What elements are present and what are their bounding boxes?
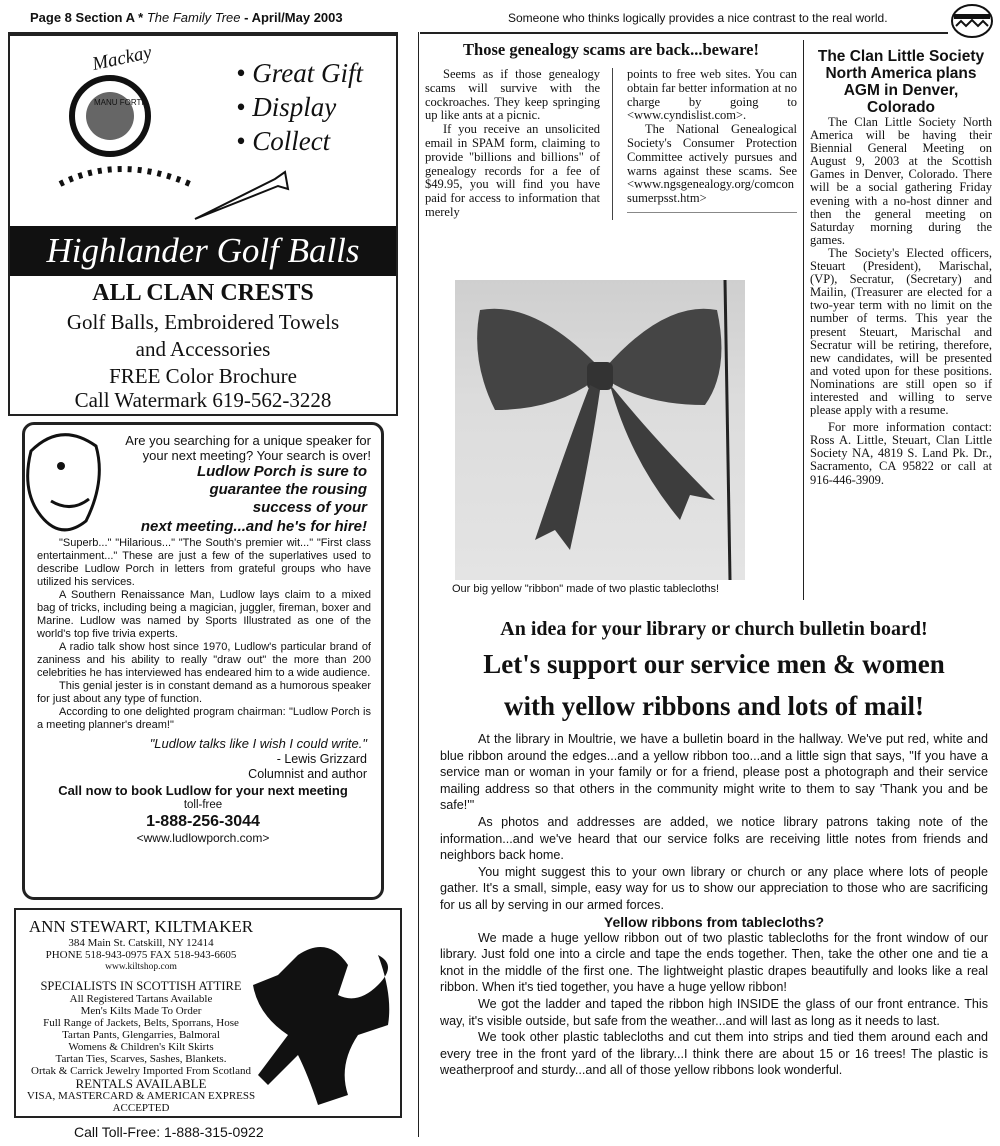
ad-tagline: next meeting...and he's for hire! <box>140 518 367 535</box>
ad-tagline: Ludlow Porch is sure to <box>196 463 367 480</box>
ad-phone: PHONE 518-943-0975 FAX 518-943-6605 <box>45 949 237 961</box>
header-rule <box>420 32 948 34</box>
article-headline: with yellow ribbons and lots of mail! <box>503 691 925 721</box>
ribbon-bow-icon <box>455 280 745 580</box>
testimonial-author: - Lewis Grizzard <box>276 752 367 766</box>
photo-caption: Our big yellow "ribbon" made of two plastic tablecloths! <box>452 583 720 595</box>
caricature-icon <box>22 422 111 561</box>
kiltmaker-ad <box>14 908 402 1118</box>
ad-item: Tartan Ties, Scarves, Sashes, Blankets. <box>55 1053 227 1065</box>
article-headline: Let's support our service men & women <box>483 649 945 679</box>
tollfree-label: toll-free <box>183 799 223 811</box>
article-subhead: Yellow ribbons from tablecloths? <box>603 913 825 930</box>
ad-line: ALL CLAN CRESTS <box>92 280 314 306</box>
clan-little-article <box>810 48 992 487</box>
family-tree-logo-icon <box>950 4 994 38</box>
ad-rentals: RENTALS AVAILABLE <box>75 1076 207 1091</box>
column-divider <box>803 40 804 600</box>
bullet-great-gift: • Great Gift <box>236 58 363 88</box>
ad-subtitle: SPECIALISTS IN SCOTTISH ATTIRE <box>40 979 242 993</box>
golf-tee-icon <box>190 164 290 224</box>
ad-line: and Accessories <box>135 337 271 361</box>
ad-tagline: guarantee the rousing <box>209 481 367 498</box>
article-paragraph: At the library in Moultrie, we have a bulletin board in the hallway. We've put red, white and blue ribbon around the edges...and a yellow ribbon too...and a little sign that says, "If you have a service man or woman in your family or for a friend, please post a photograph and their service mailing address so that others in the community might write to them to say 'Thank you and be safe!'" <box>440 732 988 813</box>
article-paragraph: We made a huge yellow ribbon out of two plastic tablecloths for the front window of our library. Just fold one into a circle and tape the ends together. Then, take the other one and tie a knot in the middle of the first one. The lightweight plastic drapes beautifully and looks like a real ribbon. When it's tied together, you have a huge yellow ribbon! <box>440 930 988 995</box>
ad-paragraph: This genial jester is in constant demand as a humorous speaker for just about any type of function. <box>37 680 371 705</box>
ad-phone: Call Watermark 619-562-3228 <box>74 388 332 412</box>
ad-item: All Registered Tartans Available <box>69 993 213 1005</box>
article-paragraph: If you receive an unsolicited email in SPAM form, claiming to provide "billions and billions" of genealogy records for a fee of $49.95, you will find you have paid for access to information that merely <box>425 122 600 219</box>
yellow-ribbons-article <box>440 618 988 1079</box>
paper-name: The Family Tree <box>146 10 241 25</box>
article-paragraph: The Clan Little Society North America will be having their Biennial General Meeting on August 9, 2003 at the Scottish Games in Denver, Colorado. There will be a social gathering Friday evening with a no-host dinner and then the general meeting on Saturday morning during the games. <box>810 115 992 247</box>
ad-paragraph: A Southern Renaissance Man, Ludlow lays claim to a mixed bag of tricks, including being a magician, juggler, fireman, boxer and Marine. Ludlow was named by Sports Illustrated as one of the world's top five trivia experts. <box>37 589 371 640</box>
article-title: Those genealogy scams are back...beware! <box>463 40 759 59</box>
article-paragraph: The National Genealogical Society's Consumer Protection Committee actively pursues and warns against these scams. See <www.ngsgenealogy.org/comconsumerpsst.htm> <box>627 122 797 206</box>
testimonial-quote: "Ludlow talks like I wish I could write." <box>149 736 367 751</box>
ad-item: Ortak & Carrick Jewelry Imported From Scotland <box>31 1065 251 1077</box>
ad-phone: 1-888-256-3044 <box>146 813 260 830</box>
ad-line: FREE Color Brochure <box>109 364 297 388</box>
ad-url[interactable]: <www.ludlowporch.com> <box>136 831 270 845</box>
issue-date: - April/May 2003 <box>244 10 343 25</box>
article-paragraph: Seems as if those genealogy scams will survive with the cockroaches. They keep springing up like ants at a picnic. <box>425 67 600 123</box>
article-paragraph: We took other plastic tablecloths and cut them into strips and tied them around each and every tree in the front yard of the library...I think there are about 15 or 16 trees! The plastic is weatherproof and sturdy...and all of those yellow ribbons look wonderful. <box>440 1030 988 1078</box>
yellow-ribbon-photo <box>455 280 745 580</box>
bullet-display: • Display <box>236 92 337 122</box>
article-paragraph: As photos and addresses are added, we notice library patrons taking note of the information...and we've heard that our service folks are receiving little notes from friends and neighbors back home. <box>440 814 988 863</box>
ad-tagline: success of your <box>252 499 367 516</box>
ad-line: Golf Balls, Embroidered Towels <box>66 310 340 334</box>
ad-address: 384 Main St. Catskill, NY 12414 <box>68 937 214 949</box>
golf-balls-ad <box>8 34 398 416</box>
ad-paragraph: "Superb..." "Hilarious..." "The South's premier wit..." "First class entertainment..." These are just a few of the superlatives used to describe Ludlow Porch in letters from grateful groups who have utilized his services. <box>37 537 371 588</box>
scam-article <box>425 40 797 220</box>
ad-paragraph: According to one delighted program chairman: "Ludlow Porch is a meeting planner's dream!" <box>37 706 371 731</box>
ad-tollfree: Call Toll-Free: 1-888-315-0922 <box>68 1124 270 1140</box>
ad-item: Womens & Children's Kilt Skirts <box>68 1041 214 1053</box>
ad-item: Full Range of Jackets, Belts, Sporrans, Hose <box>43 1017 239 1029</box>
article-paragraph: You might suggest this to your own library or church or any place where lots of people gather. It's a small, simple, easy way for us to show our appreciation to those who are sacrificing for us all by serving in our armed forces. <box>440 864 988 912</box>
article-paragraph: The Society's Elected officers, Steuart (President), Marischal, (VP), Secratur, (Secretary) and Mailin, (Treasurer are elected for a two-year term with no limit on the number of terms. This year the present Steuart, Marischal and Secratur will be retiring, therefore, new candidates, will be presented and voted upon for these positions. Nominations are still open so if interested and willing to serve please apply with a resume. <box>810 245 992 418</box>
page-number: Page 8 Section A * <box>30 10 144 25</box>
article-kicker: An idea for your library or church bulletin board! <box>500 618 928 640</box>
ad-item: Tartan Pants, Glengarries, Balmoral <box>62 1029 220 1041</box>
bullet-collect: • Collect <box>236 126 331 156</box>
ad-cards: VISA, MASTERCARD & AMERICAN EXPRESS <box>26 1090 256 1102</box>
ad-cta: Call now to book Ludlow for your next meeting <box>58 783 348 798</box>
ad-intro: Are you searching for a unique speaker for your next meeting? Your search is over! <box>125 433 371 463</box>
crest-motto-band: MANU FORTI <box>94 98 144 107</box>
page-header-left <box>30 10 343 25</box>
ludlow-porch-ad <box>22 422 384 900</box>
ad-paragraph: A radio talk show host since 1970, Ludlow's particular brand of zaniness and his ability to really "draw out" the more than 200 celebrities he has interviewed has endeared him to a wide audience. <box>37 641 371 679</box>
ad-cards-accepted: ACCEPTED <box>112 1102 170 1114</box>
article-paragraph: points to free web sites. You can obtain far better information at no charge by going to <www.cyndislist.com>. <box>627 67 797 123</box>
ad-banner: Highlander Golf Balls <box>10 226 396 276</box>
testimonial-role: Columnist and author <box>248 767 367 781</box>
article-end-rule <box>627 212 797 213</box>
article-paragraph: We got the ladder and taped the ribbon high INSIDE the glass of our front entrance. This way, it's visible outside, but safe from the weather...and will last as long as it needs to last. <box>440 996 988 1028</box>
header-quote: Someone who thinks logically provides a nice contrast to the real world. <box>508 11 888 25</box>
crest-motto: Mackay <box>90 41 154 76</box>
ad-url[interactable]: www.kiltshop.com <box>105 962 177 972</box>
ad-title: ANN STEWART, KILTMAKER <box>28 917 254 936</box>
column-divider <box>418 32 419 1137</box>
article-paragraph: For more information contact: Ross A. Little, Steuart, Clan Little Society NA, 4819 S. Land Pk. Dr., Sacramento, CA 95822 or call at 916-446-3909. <box>810 420 992 487</box>
ad-item: Men's Kilts Made To Order <box>80 1005 202 1017</box>
article-title: The Clan Little Society North America plans AGM in Denver, Colorado <box>817 48 985 116</box>
